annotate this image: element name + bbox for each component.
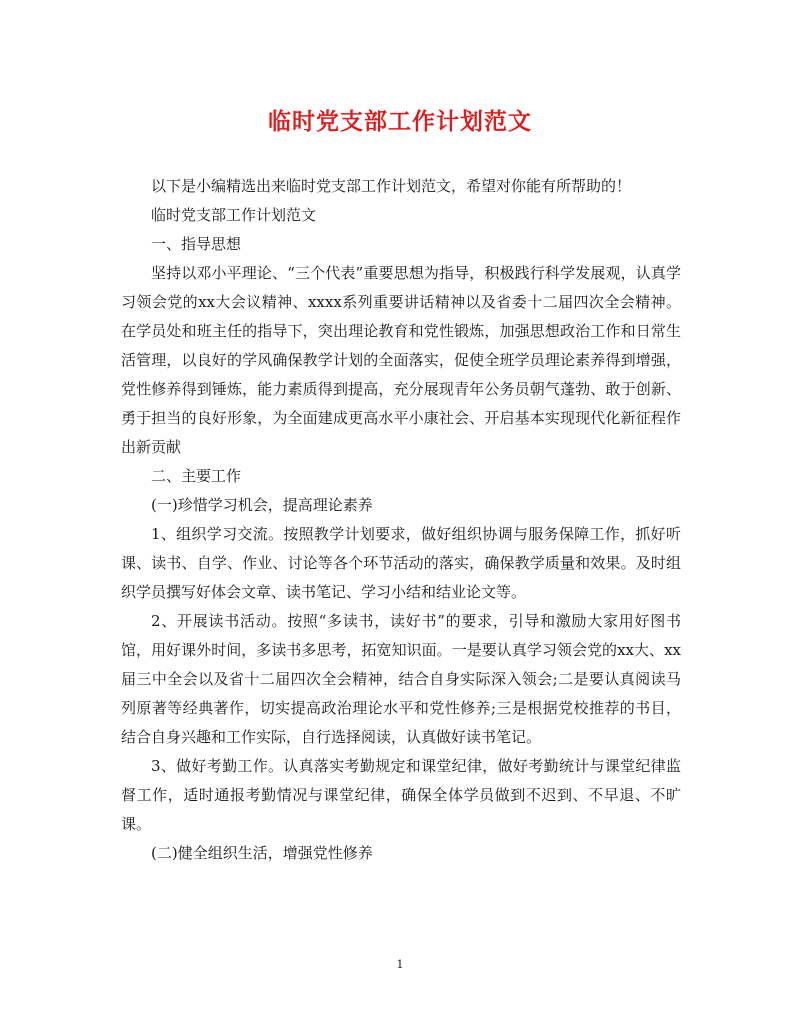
section-heading-main-work: 二、主要工作 xyxy=(151,467,242,485)
subtitle-paragraph: 临时党支部工作计划范文 xyxy=(151,206,317,224)
subsection-heading-study: (一)珍惜学习机会，提高理论素养 xyxy=(151,496,373,514)
subsection-heading-organization: (二)健全组织生活，增强党性修养 xyxy=(151,844,373,862)
page-number: 1 xyxy=(396,958,404,971)
document-body xyxy=(121,172,681,868)
document-title: 临时党支部工作计划范文 xyxy=(268,108,532,135)
intro-paragraph: 以下是小编精选出来临时党支部工作计划范文，希望对你能有所帮助的！ xyxy=(151,177,632,195)
item-reading-activity: 2、开展读书活动。按照“多读书，读好书”的要求，引导和激励大家用好图书馆，用好课外时间，多读书多思考，拓宽知识面。一是要认真学习领会党的xx大、xx届三中全会以及省十二届四次全会精神，结合自身实际深入领会;二是要认真阅读马列原著等经典著作，切实提高政治理论水平和党性修养;三是根据党校推荐的书目，结合自身兴趣和工作实际，自行选择阅读，认真做好读书笔记。 xyxy=(121,612,681,746)
item-study-exchange: 1、组织学习交流。按照教学计划要求，做好组织协调与服务保障工作，抓好听课、读书、自学、作业、讨论等各个环节活动的落实，确保教学质量和效果。及时组织学员撰写好体会文章、读书笔记、学习小结和结业论文等。 xyxy=(121,525,681,601)
item-attendance: 3、做好考勤工作。认真落实考勤规定和课堂纪律，做好考勤统计与课堂纪律监督工作，适时通报考勤情况与课堂纪律，确保全体学员做到不迟到、不早退、不旷课。 xyxy=(121,757,681,833)
guiding-thought-paragraph: 坚持以邓小平理论、“三个代表”重要思想为指导，积极践行科学发展观，认真学习领会党的xx大会议精神、xxxx系列重要讲话精神以及省委十二届四次全会精神。在学员处和班主任的指导下，突出理论教育和党性锻炼，加强思想政治工作和日常生活管理，以良好的学风确保教学计划的全面落实，促使全班学员理论素养得到增强，党性修养得到锤炼，能力素质得到提高，充分展现青年公务员朝气蓬勃、敢于创新、勇于担当的良好形象，为全面建成更高水平小康社会、开启基本实现现代化新征程作出新贡献 xyxy=(121,264,681,456)
section-heading-guiding-thought: 一、指导思想 xyxy=(151,235,242,253)
